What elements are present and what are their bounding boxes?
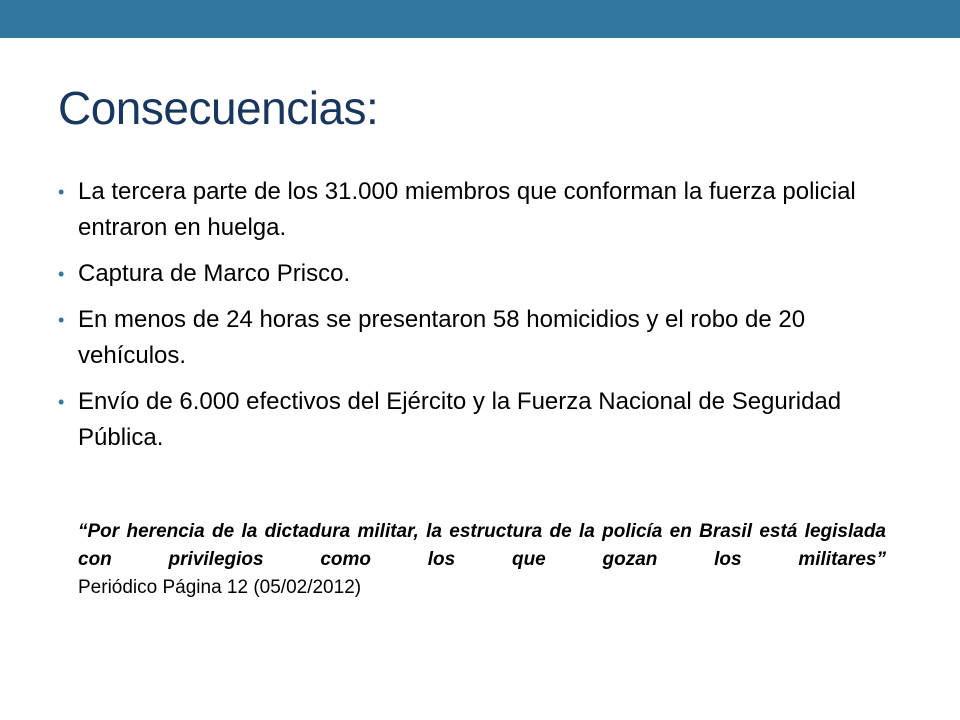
quote-source: Periódico Página 12 (05/02/2012) xyxy=(78,577,362,598)
bullet-text: En menos de 24 horas se presentaron 58 homicidios y el robo de 20 vehículos. xyxy=(78,306,806,369)
bullet-text: Captura de Marco Prisco. xyxy=(78,260,351,287)
bullet-text: Envío de 6.000 efectivos del Ejército y la Fuerza Nacional de Seguridad Pública. xyxy=(78,388,842,451)
quote-text: “Por herencia de la dictadura militar, la estructura de la policía en Brasil está legislada con privilegios como los que gozan los militares” xyxy=(78,521,886,570)
slide-title: Consecuencias: xyxy=(58,82,379,134)
bullet-item xyxy=(58,384,908,456)
bullet-text: La tercera parte de los 31.000 miembros que conforman la fuerza policial entraron en huelga. xyxy=(78,178,856,241)
bullet-marker: • xyxy=(58,264,65,284)
bullet-list xyxy=(58,174,908,466)
bullet-marker: • xyxy=(58,182,65,202)
bullet-marker: • xyxy=(58,392,65,412)
bullet-marker: • xyxy=(58,310,65,330)
bullet-item xyxy=(58,174,908,246)
top-accent-bar xyxy=(0,0,960,38)
quote-block xyxy=(78,518,886,602)
bullet-item xyxy=(58,302,908,374)
bullet-item xyxy=(58,256,908,292)
